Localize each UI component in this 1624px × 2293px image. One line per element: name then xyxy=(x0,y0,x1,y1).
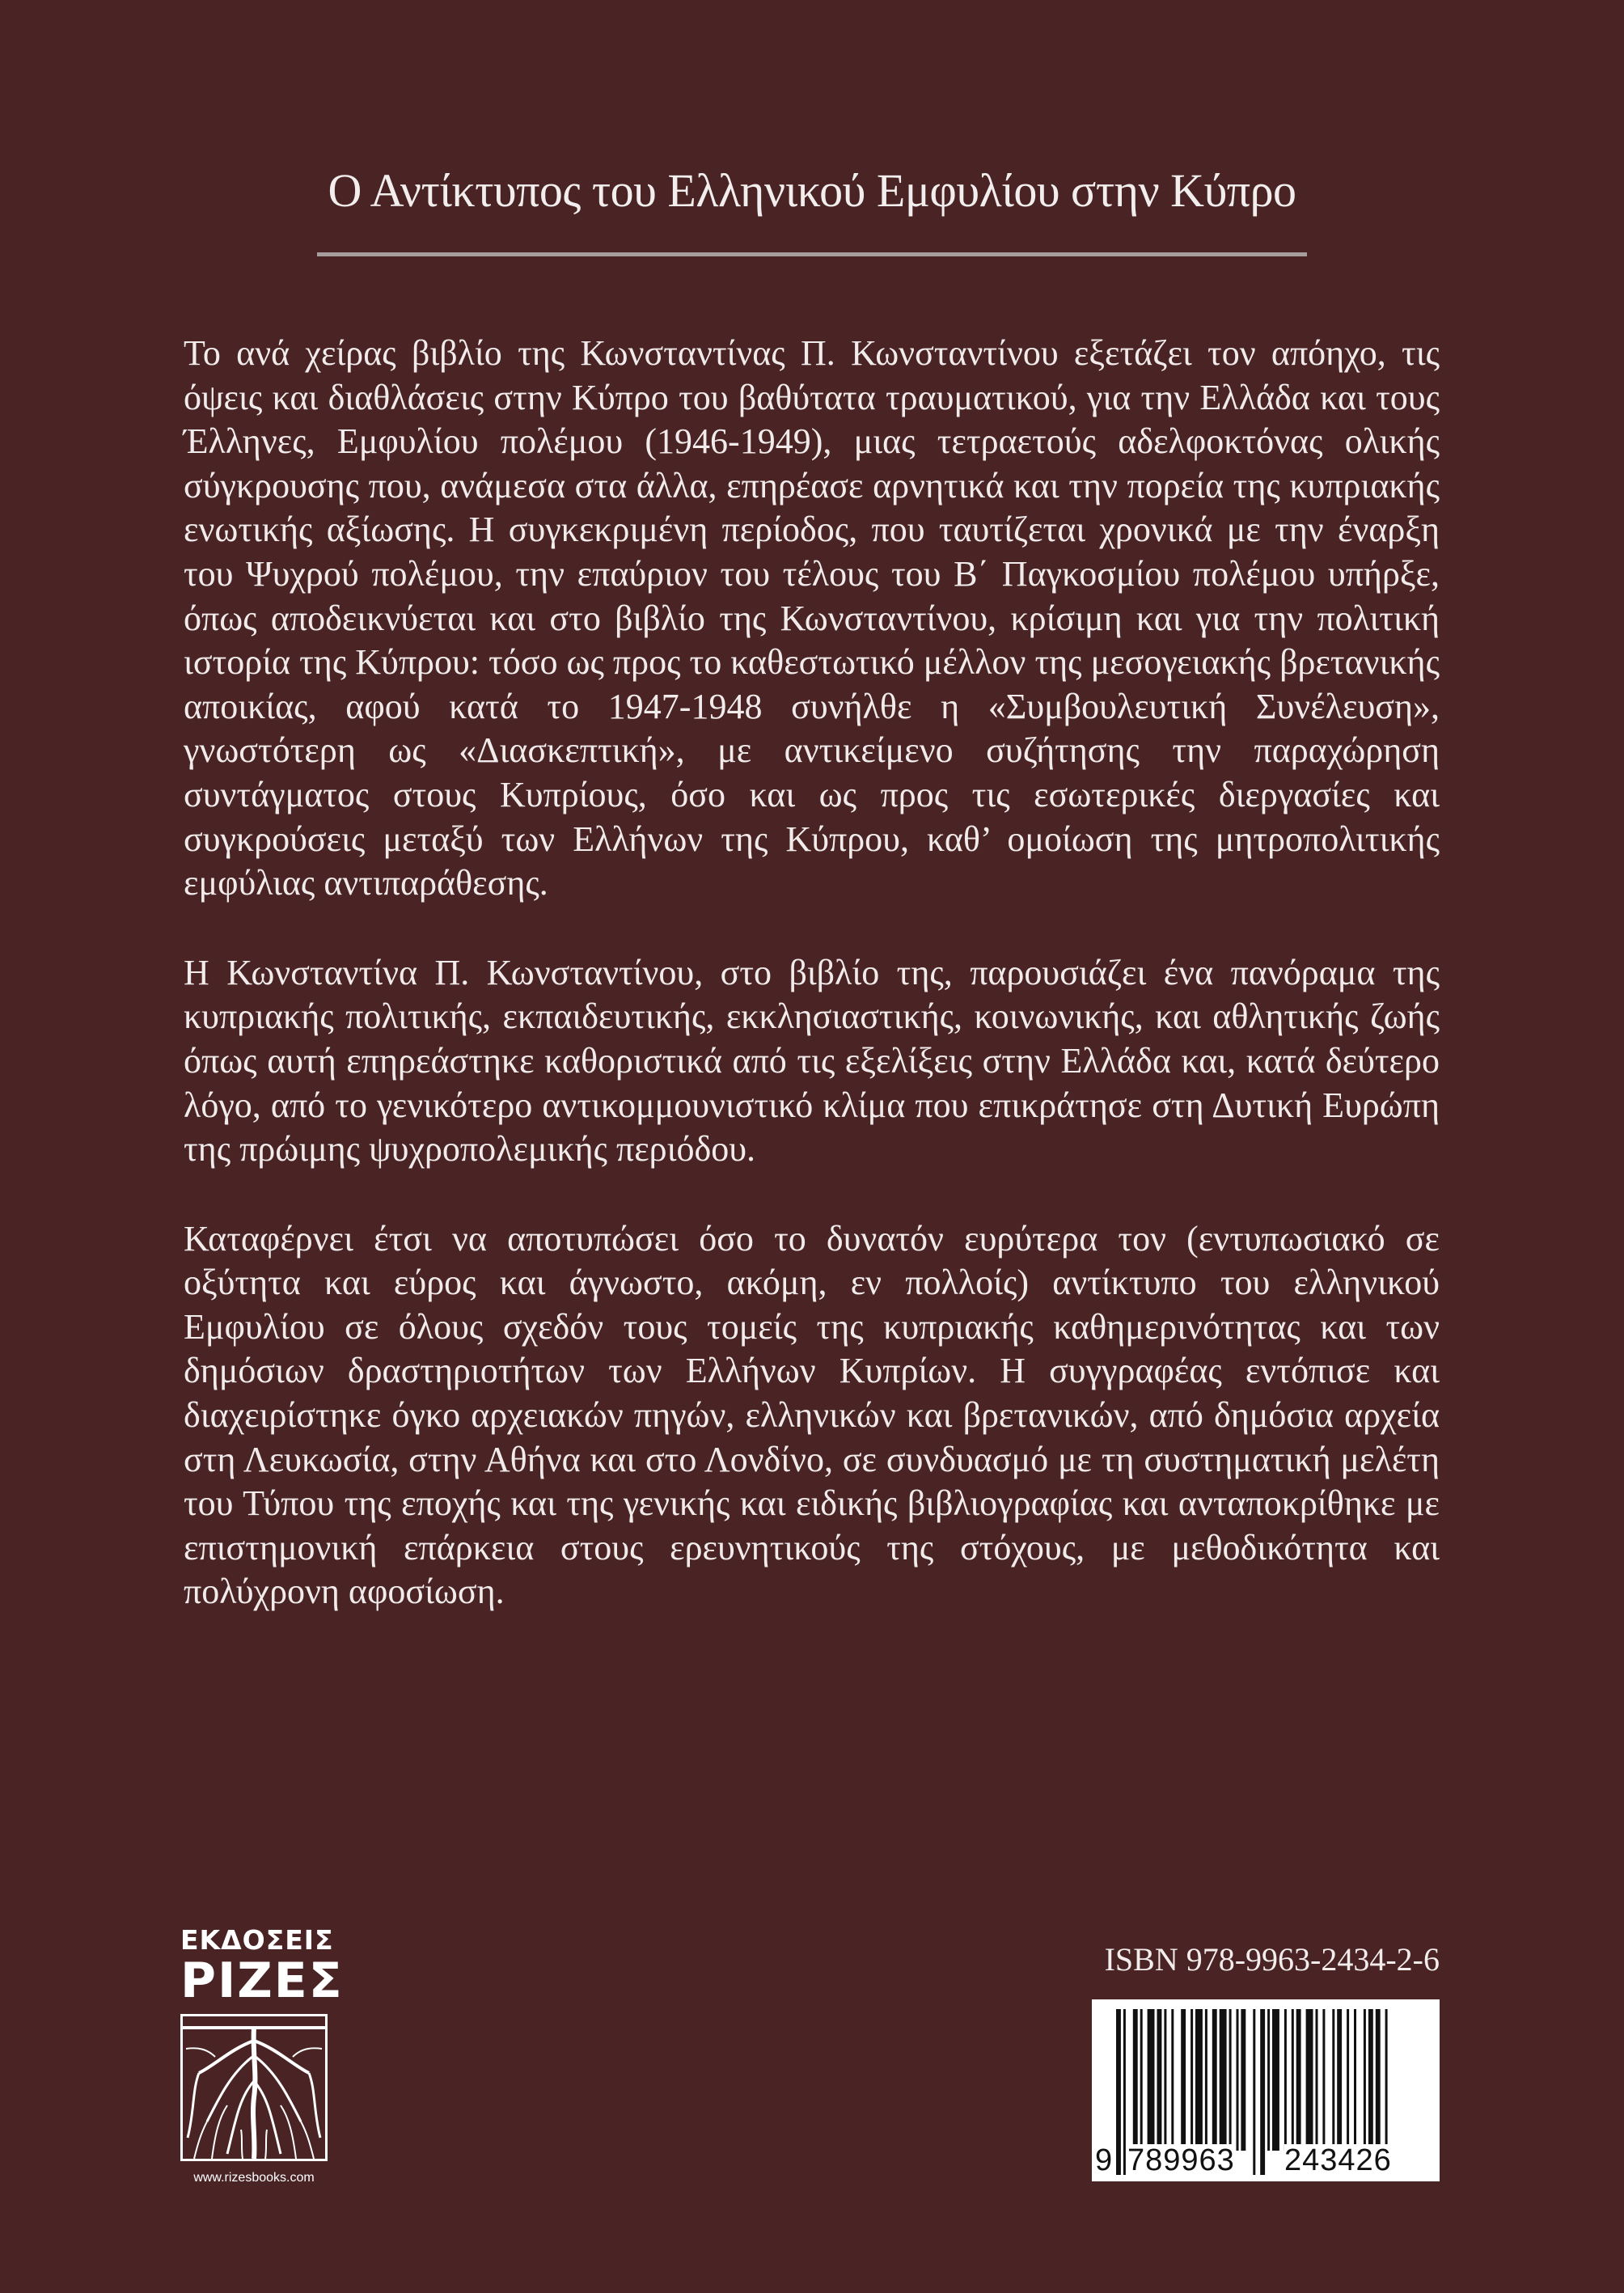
barcode-bar xyxy=(1123,2009,1126,2175)
publisher-url: www.rizesbooks.com xyxy=(193,2171,315,2185)
title-divider xyxy=(317,252,1307,256)
barcode-bar xyxy=(1332,2009,1334,2151)
barcode-bar xyxy=(1205,2009,1207,2151)
barcode-bar xyxy=(1133,2009,1138,2151)
roots-logo-icon xyxy=(180,2014,328,2161)
barcode-bar xyxy=(1376,2009,1381,2151)
isbn-label: ISBN 978-9963-2434-2-6 xyxy=(1104,1941,1440,1978)
barcode-bar xyxy=(1260,2009,1265,2175)
barcode-bar xyxy=(1337,2009,1342,2151)
barcode-bar xyxy=(1195,2009,1203,2151)
barcode-bar xyxy=(1364,2009,1366,2151)
barcode-bar xyxy=(1306,2009,1313,2151)
barcode-left-group: 789963 xyxy=(1127,2143,1235,2177)
barcode xyxy=(1092,1999,1440,2181)
barcode-bar xyxy=(1229,2009,1232,2151)
barcode-first-digit: 9 xyxy=(1095,2143,1114,2177)
blurb-text xyxy=(184,332,1440,1660)
barcode-bar xyxy=(1316,2009,1318,2151)
book-title: Ο Αντίκτυπος του Ελληνικού Εμφυλίου στην Κύπρο xyxy=(328,164,1296,217)
publisher-logo xyxy=(180,1924,344,2185)
blurb-paragraph-3: Καταφέρνει έτσι να αποτυπώσει όσο το δυνατόν ευρύτερα τον (εντυπωσιακό σε οξύτητα και εύρος και άγνωστο, ακόμη, εν πολλοίς) αντίκτυπο του ελληνικού Εμφυλίου σε όλους σχεδόν τους τομείς της κυπριακής καθημερινότητας και των δημόσιων δραστηριοτήτων των Ελλήνων Κυπρίων. Η συγγραφέας εντόπισε και διαχειρίστηκε όγκο αρχειακών πηγών, ελληνικών και βρετανικών, από δημόσια αρχεία στη Λευκωσία, στην Αθήνα και στο Λονδίνο, σε συνδυασμό με τη συστηματική μελέτη του Τύπου της εποχής και της γενικής και ειδικής βιβλιογραφίας και ανταποκρίθηκε με επιστημονική επάρκεια στους ερευνητικούς της στόχους, με μεθοδικότητα και πολύχρονη αφοσίωση. xyxy=(184,1218,1440,1612)
barcode-bar xyxy=(1253,2009,1255,2175)
barcode-bar xyxy=(1284,2009,1287,2151)
barcode-bar xyxy=(1148,2009,1155,2151)
barcode-bar xyxy=(1140,2009,1143,2151)
barcode-bar xyxy=(1354,2009,1356,2151)
barcode-bar xyxy=(1181,2009,1186,2151)
barcode-bar xyxy=(1368,2009,1373,2151)
publisher-name: ΡΙΖΕΣ xyxy=(180,1952,344,2009)
publisher-label: ΕΚΔΟΣΕΙΣ xyxy=(180,1924,334,1956)
barcode-bar xyxy=(1220,2009,1227,2151)
barcode-bar xyxy=(1296,2009,1301,2151)
barcode-bar xyxy=(1164,2009,1166,2151)
barcode-bar xyxy=(1241,2009,1245,2151)
barcode-bar xyxy=(1116,2009,1121,2175)
barcode-bar xyxy=(1212,2009,1217,2151)
barcode-bar xyxy=(1191,2009,1193,2151)
barcode-right-group: 243426 xyxy=(1284,2143,1392,2177)
barcode-bar xyxy=(1347,2009,1349,2151)
barcode-bar xyxy=(1272,2009,1279,2151)
blurb-paragraph-1: Το ανά χείρας βιβλίο της Κωνσταντίνας Π. Κωνσταντίνου εξετάζει τον απόηχο, τις όψεις και διαθλάσεις στην Κύπρο του βαθύτατα τραυματικού, για την Ελλάδα και τους Έλληνες, Εμφυλίου πολέμου (1946-1949), μιας τετραετούς αδελφοκτόνας ολικής σύγκρουσης που, ανάμεσα στα άλλα, επηρέασε αρνητικά και την πορεία της κυπριακής ενωτικής αξίωσης. Η συγκεκριμένη περίοδος, που ταυτίζεται χρονικά με την έναρξη του Ψυχρού πολέμου, την επαύριον του τέλους του Β΄ Παγκοσμίου πολέμου υπήρξε, όπως αποδεικνύεται και στο βιβλίο της Κωνσταντίνου, κρίσιμη και για την πολιτική ιστορία της Κύπρου: τόσο ως προς το καθεστωτικό μέλλον της μεσογειακής βρετανικής αποικίας, αφού κατά το 1947-1948 συνήλθε η «Συμβουλευτική Συνέλευση», γνωστότερη ως «Διασκεπτική», με αντικείμενο συζήτησης την παραχώρηση συντάγματος στους Κυπρίους, όσο και ως προς τις εσωτερικές διεργασίες και συγκρούσεις μεταξύ των Ελλήνων της Κύπρου, καθ’ ομοίωση της μητροπολιτικής εμφύλιας αντιπαράθεσης. xyxy=(184,333,1440,903)
barcode-bar xyxy=(1322,2009,1325,2151)
barcode-bar xyxy=(1171,2009,1174,2151)
blurb-paragraph-2: Η Κωνσταντίνα Π. Κωνσταντίνου, στο βιβλίο της, παρουσιάζει ένα πανόραμα της κυπριακής πολιτικής, εκπαιδευτικής, εκκλησιαστικής, κοινωνικής, και αθλητικής ζωής όπως αυτή επηρεάστηκε καθοριστικά από τις εξελίξεις στην Ελλάδα και, κατά δεύτερο λόγο, από το γενικότερο αντικομμουνιστικό κλίμα που επικράτησε στη Δυτική Ευρώπη της πρώιμης ψυχροπολεμικής περιόδου. xyxy=(184,952,1440,1170)
barcode-bar xyxy=(1267,2009,1270,2151)
barcode-bar xyxy=(1157,2009,1162,2151)
barcode-bar xyxy=(1292,2009,1294,2151)
barcode-bar xyxy=(1237,2009,1239,2151)
